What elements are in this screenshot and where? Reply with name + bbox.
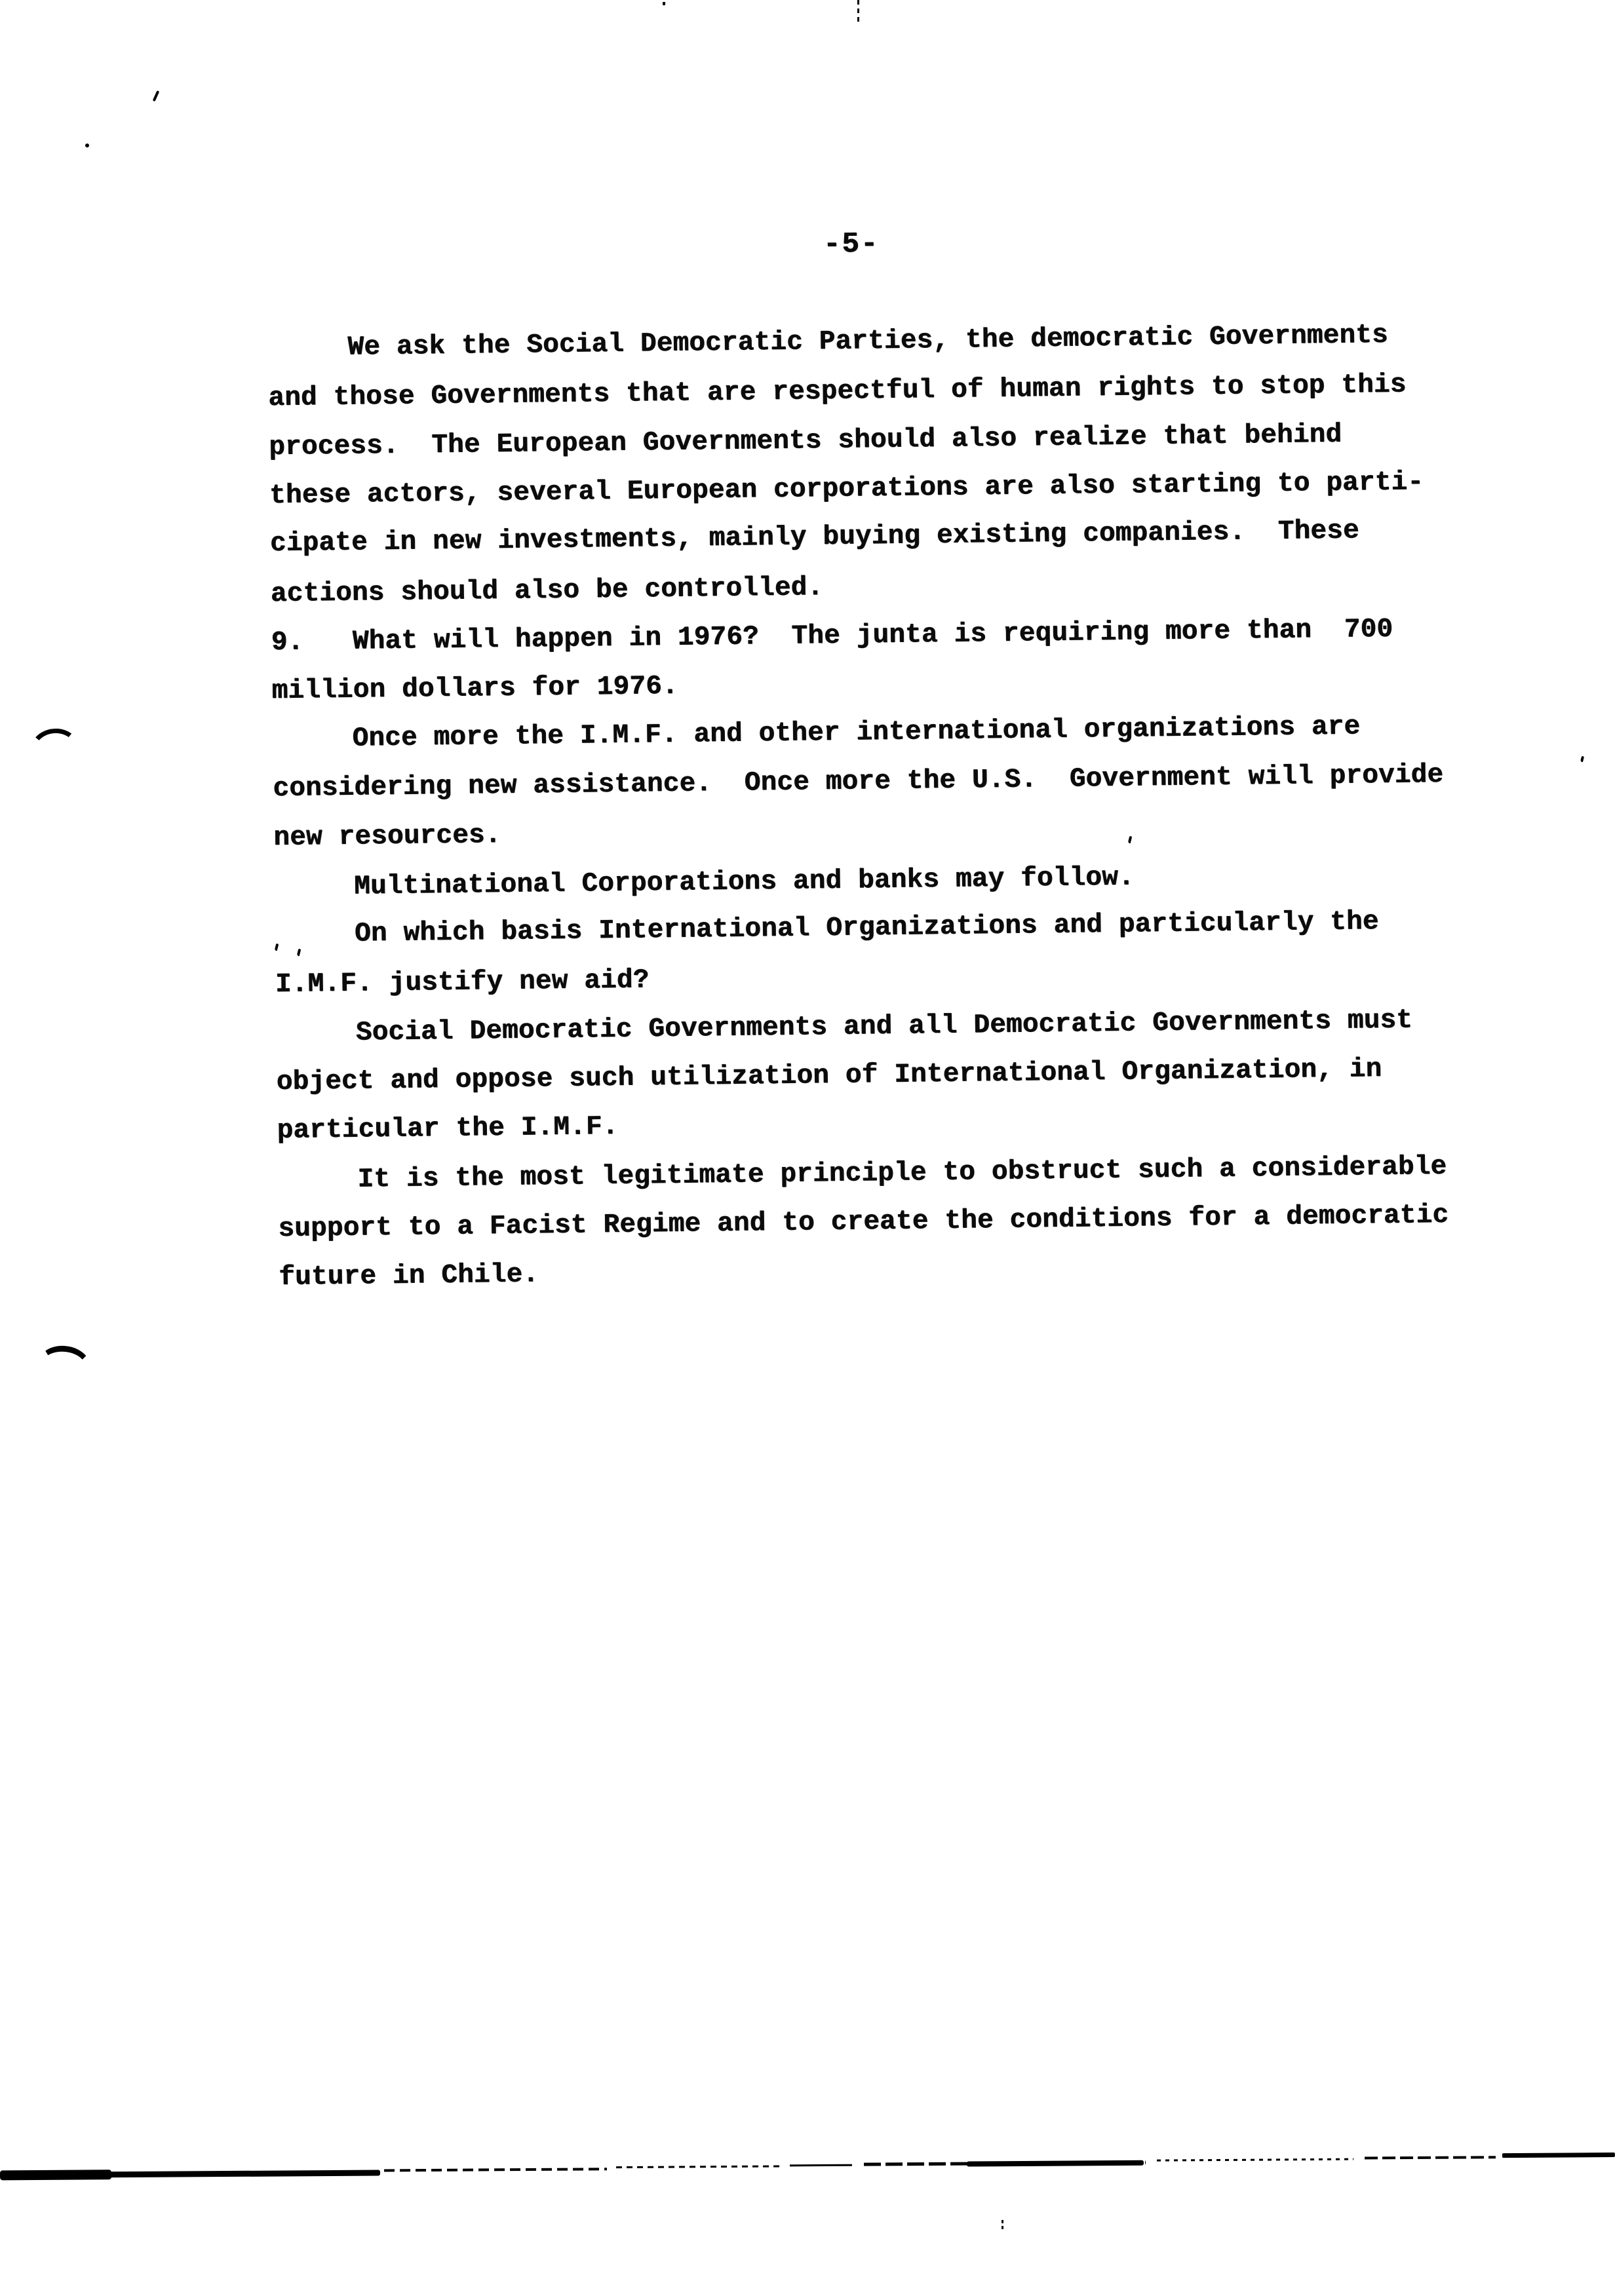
smear-segment — [1157, 2158, 1353, 2162]
scan-dashed-tick-icon — [1002, 2220, 1003, 2232]
text-line: object and oppose such utilization of International Organization, in — [276, 1054, 1382, 1098]
scan-speck-icon — [663, 2, 665, 5]
text-line: I.M.F. justify new aid? — [275, 965, 650, 1000]
text-line: Once more the I.M.F. and other international organizations are — [352, 712, 1361, 754]
text-line: considering new assistance. Once more the U.S. Government will provide — [273, 760, 1444, 805]
smear-segment — [0, 2170, 111, 2180]
text-line: Multinational Corporations and banks may follow. — [353, 862, 1135, 902]
scan-slash-mark-icon — [153, 90, 160, 102]
scan-arc-mark-icon — [28, 726, 82, 775]
text-line: Social Democratic Governments and all Democratic Governments must — [355, 1005, 1413, 1048]
text-line: cipate in new investments, mainly buying existing companies. These — [269, 516, 1359, 560]
text-line: these actors, several European corporations are also starting to parti- — [269, 467, 1424, 511]
text-line: and those Governments that are respectful of human rights to stop this — [268, 369, 1407, 413]
text-line: particular the I.M.F. — [277, 1111, 619, 1146]
text-line: actions should also be controlled. — [270, 572, 824, 609]
smear-segment — [790, 2164, 852, 2167]
scan-dashed-tick-icon — [857, 0, 859, 24]
text-line: It is the most legitimate principle to obstruct such a considerable — [357, 1151, 1447, 1195]
text-line: On which basis International Organizations and particularly the — [354, 907, 1379, 949]
scan-edge-smear — [0, 2157, 1615, 2183]
text-line: process. The European Governments should also realize that behind — [268, 419, 1342, 463]
scan-dot-mark-icon — [85, 144, 89, 147]
text-line: future in Chile. — [278, 1259, 539, 1293]
text-line: We ask the Social Democratic Parties, the democratic Governments — [347, 320, 1389, 363]
document-body — [267, 310, 1564, 1303]
text-line: 9. What will happen in 1976? The junta is requiring more than 700 — [271, 614, 1393, 658]
text-line: new resources. — [273, 820, 501, 853]
page-number: -5- — [823, 227, 880, 261]
smear-segment — [616, 2165, 780, 2168]
text-line: million dollars for 1976. — [271, 671, 678, 707]
smear-segment — [1502, 2152, 1615, 2158]
stray-comma-mark-icon — [1580, 756, 1584, 763]
scan-arc-mark-icon — [36, 1343, 93, 1388]
text-line: support to a Facist Regime and to create the conditions for a democratic — [278, 1200, 1449, 1244]
smear-segment — [967, 2160, 1144, 2167]
smear-segment — [384, 2168, 607, 2172]
smear-segment — [1365, 2156, 1496, 2159]
